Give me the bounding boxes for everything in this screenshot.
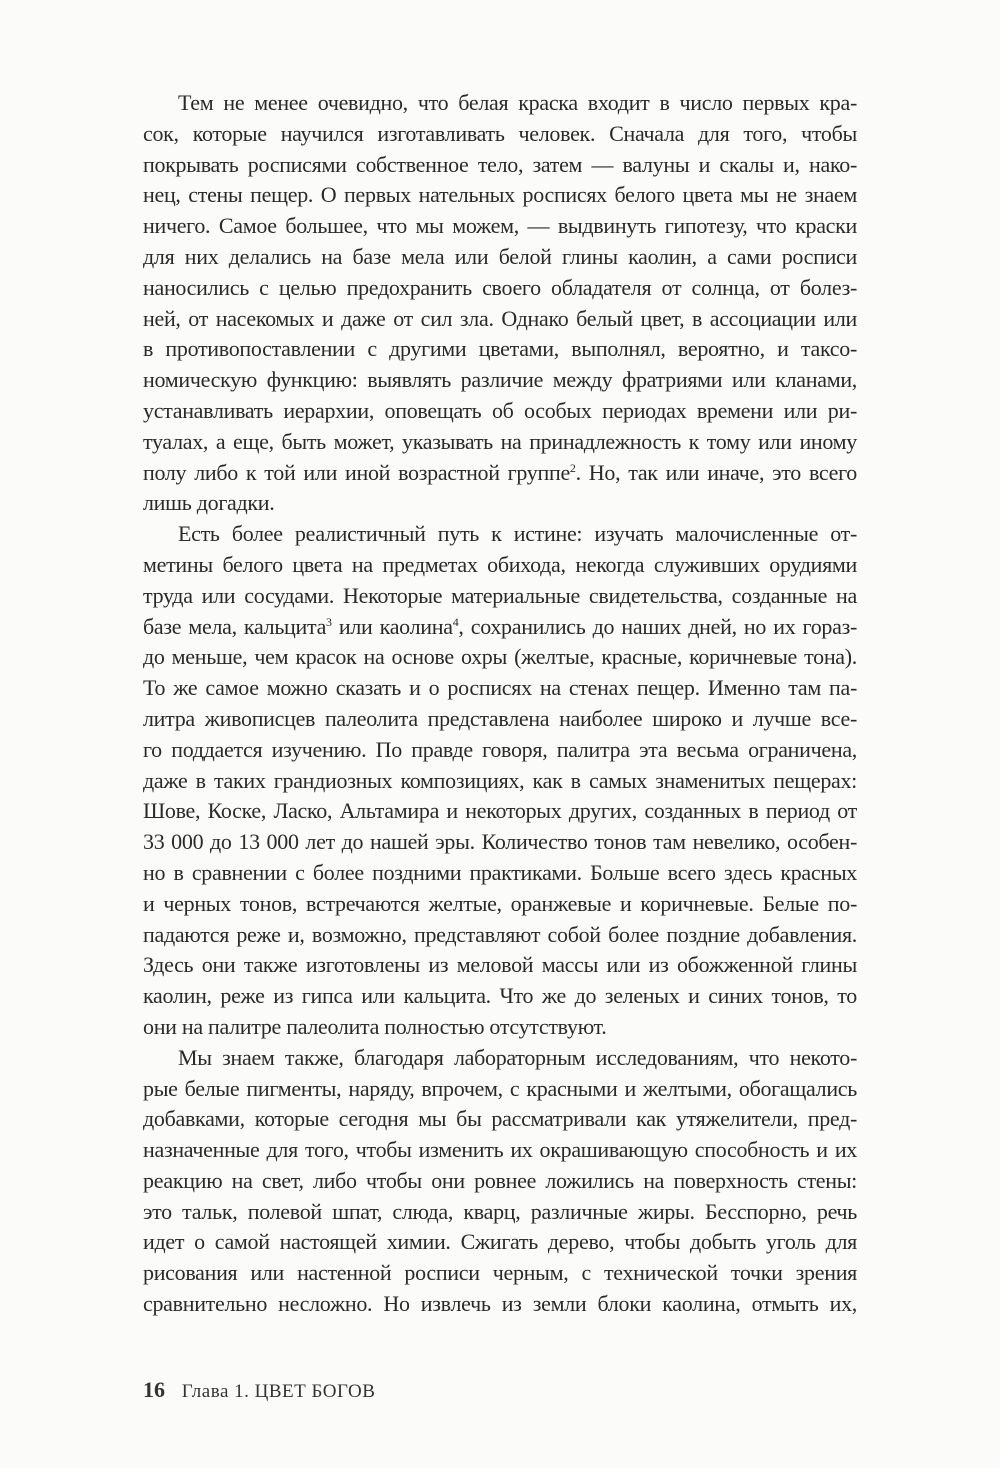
text-line: 33 000 до 13 000 лет до нашей эры. Количество тонов там невелико, особен- [143, 829, 857, 855]
text-line: полу либо к той или иной возрастной группе$^2$. Но, так или иначе, это всего [143, 459, 857, 485]
paragraph [143, 1043, 857, 1320]
text-line: идет о самой настоящей химии. Сжигать дерево, чтобы добыть уголь для [143, 1229, 857, 1255]
text-line: каолин, реже из гипса или кальцита. Что же до зеленых и синих тонов, то [143, 983, 857, 1009]
text-line: Шове, Коске, Ласко, Альтамира и некоторых других, созданных в период от [143, 798, 857, 824]
text-line: падаются реже и, возможно, представляют собой более поздние добавления. [143, 921, 857, 947]
text-line: То же самое можно сказать и о росписях на стенах пещер. Именно там па- [143, 675, 857, 701]
running-head-chapter: Глава 1. ЦВЕТ БОГОВ [181, 1381, 376, 1402]
text-line: рые белые пигменты, наряду, впрочем, с красными и желтыми, обогащались [143, 1075, 857, 1101]
text-line: Мы знаем также, благодаря лабораторным исследованиям, что некото- [178, 1044, 857, 1070]
text-line: в противопоставлении с другими цветами, выполнял, вероятно, и таксо- [143, 336, 857, 362]
text-line: рисования или настенной росписи черным, с технической точки зрения [143, 1260, 857, 1286]
text-line: Здесь они также изготовлены из меловой массы или из обожженной глины [143, 952, 857, 978]
text-line: это тальк, полевой шпат, слюда, кварц, различные жиры. Бесспорно, речь [143, 1198, 857, 1224]
text-line: даже в таких грандиозных композициях, как в самых знаменитых пещерах: [143, 767, 857, 793]
text-line: Тем не менее очевидно, что белая краска входит в число первых кра- [178, 90, 857, 115]
text-line: они на палитре палеолита полностью отсутствуют. [143, 1013, 607, 1039]
paragraph [143, 519, 857, 1043]
page-footer [143, 1376, 375, 1406]
page-body [143, 88, 857, 1320]
text-line: литра живописцев палеолита представлена наиболее широко и лучше все- [143, 705, 857, 731]
text-line: номическую функцию: выявлять различие между фратриями или кланами, [143, 367, 857, 393]
text-line: назначенные для того, чтобы изменить их окрашивающую способность и их [143, 1137, 857, 1163]
text-line: устанавливать иерархии, оповещать об особых периодах времени или ри- [143, 397, 857, 423]
text-line: нец, стены пещер. О первых нательных росписях белого цвета мы не знаем [143, 182, 857, 208]
paragraph [143, 88, 857, 519]
text-line: лишь догадки. [143, 490, 275, 516]
footnote-marker[interactable]: 4 [452, 614, 459, 629]
text-line: реакцию на свет, либо чтобы они ровнее ложились на поверхность стены: [143, 1167, 857, 1193]
text-line: добавками, которые сегодня мы бы рассматривали как утяжелители, пред- [143, 1106, 857, 1132]
text-line: базе мела, кальцита$^3$ или каолина$^4$, сохранились до наших дней, но их горaз- [143, 613, 857, 639]
text-line: до меньше, чем красок на основе охры (желтые, красные, коричневые тона). [143, 644, 857, 670]
text-line: для них делались на базе мела или белой глины каолин, а сами росписи [143, 243, 857, 269]
text-line: сравнительно несложно. Но извлечь из земли блоки каолина, отмыть их, [143, 1291, 857, 1317]
text-line: труда или сосудами. Некоторые материальные свидетельства, созданные на [143, 582, 857, 608]
footnote-marker[interactable]: 2 [569, 460, 576, 475]
footnote-marker[interactable]: 3 [326, 614, 332, 629]
text-line: покрывать росписями собственное тело, затем — валуны и скалы и, нако- [143, 151, 857, 177]
text-line: сок, которые научился изготавливать человек. Сначала для того, чтобы [143, 120, 857, 146]
text-line: ничего. Самое большее, что мы можем, — выдвинуть гипотезу, что краски [143, 213, 857, 239]
text-line: го поддается изучению. По правде говоря, палитра эта весьма ограничена, [143, 736, 857, 762]
text-line: туалах, а еще, быть может, указывать на принадлежность к тому или иному [143, 428, 857, 454]
text-line: наносились с целью предохранить своего обладателя от солнца, от болез- [143, 274, 857, 300]
page-number: 16 [143, 1377, 165, 1402]
text-line: и черных тонов, встречаются желтые, оранжевые и коричневые. Белые по- [143, 890, 857, 916]
text-line: метины белого цвета на предметах обихода, некогда служивших орудиями [143, 551, 857, 577]
text-line: ней, от насекомых и даже от сил зла. Однако белый цвет, в ассоциации или [143, 305, 857, 331]
text-line: но в сравнении с более поздними практиками. Больше всего здесь красных [143, 859, 857, 885]
text-line: Есть более реалистичный путь к истине: изучать малочисленные от- [178, 521, 857, 547]
